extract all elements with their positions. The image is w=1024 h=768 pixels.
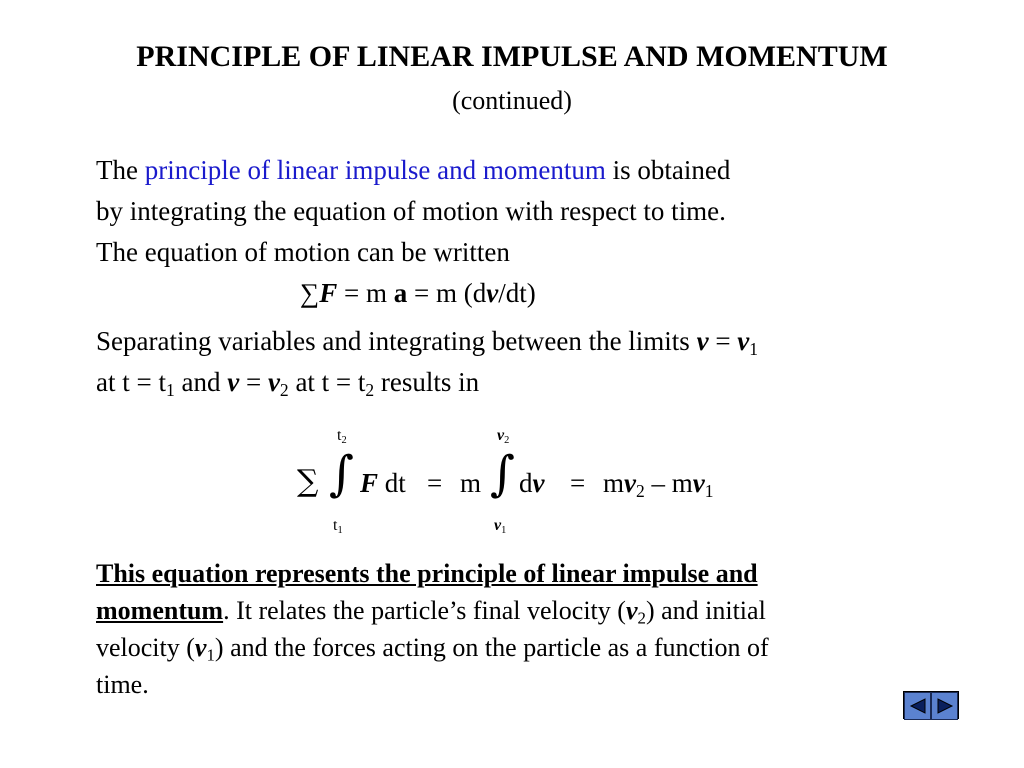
rhs-minus: – m <box>644 468 693 498</box>
highlight-term: principle of linear impulse and momentum <box>144 155 606 185</box>
conclusion-text-b: ) and initial <box>645 596 766 625</box>
v-symbol-2: v <box>227 367 240 397</box>
integral-sign-1: ∫ <box>329 446 355 502</box>
mass-symbol: m <box>460 468 482 498</box>
d-text: d <box>519 468 533 498</box>
slide-navigation <box>903 691 959 719</box>
rhs-sub2: 2 <box>636 480 645 501</box>
lower-t-sub: 1 <box>337 524 343 536</box>
v1-symbol: v <box>737 326 750 356</box>
upper-v: v <box>497 427 505 444</box>
triangle-left-icon <box>908 697 928 715</box>
dt-text: dt <box>378 468 406 498</box>
next-slide-button[interactable] <box>931 692 958 720</box>
upper-t-sub: 2 <box>341 434 347 446</box>
final-velocity-sub: 2 <box>637 608 646 628</box>
lower-limit-v1 <box>494 517 506 535</box>
separating-line-1 <box>96 326 758 357</box>
lower-t: t <box>333 517 338 534</box>
intro-text-b: is obtained <box>605 155 731 185</box>
integral-sign-2: ∫ <box>490 446 516 502</box>
rhs-v2: v <box>624 468 636 498</box>
conclusion-line-3 <box>96 629 769 666</box>
equation-of-motion <box>300 278 536 309</box>
lower-v: v <box>494 517 502 534</box>
v2-subscript: 2 <box>279 379 289 400</box>
rhs-v1: v <box>692 468 705 498</box>
conclusion-text-c: velocity ( <box>96 633 195 662</box>
rhs-m1: m <box>603 468 625 498</box>
final-velocity-symbol: v <box>625 596 638 625</box>
lower-v-sub: 1 <box>501 524 507 536</box>
eq1-text-2: = m (d <box>407 278 487 308</box>
velocity-symbol: v <box>486 278 499 308</box>
v1-subscript: 1 <box>749 338 759 359</box>
previous-slide-button[interactable] <box>904 692 931 720</box>
v2-symbol: v <box>267 367 280 397</box>
sep-eq: = <box>708 326 738 356</box>
integrand-F-dt <box>360 468 406 499</box>
v-symbol: v <box>696 326 709 356</box>
conclusion-emphasis-1: This equation represents the principle of linear impulse and <box>96 559 758 588</box>
upper-t: t <box>337 427 342 444</box>
eq1-text-1: = m <box>337 278 394 308</box>
upper-v-sub: 2 <box>504 434 510 446</box>
sep2-text-a: at t = t <box>96 367 166 397</box>
conclusion-line-4: time. <box>96 670 149 699</box>
equals-sign-1: = <box>427 468 443 498</box>
sep2-and: and <box>174 367 228 397</box>
conclusion-line-1 <box>96 555 758 592</box>
acceleration-symbol: a <box>393 278 408 308</box>
dv-v: v <box>532 468 545 498</box>
equals-sign-2: = <box>570 468 586 498</box>
slide-title: PRINCIPLE OF LINEAR IMPULSE AND MOMENTUM <box>136 40 888 73</box>
triangle-right-icon <box>935 697 955 715</box>
sep-text-a: Separating variables and integrating between the limits <box>96 326 697 356</box>
separating-line-2 <box>96 367 479 398</box>
sum-symbol-2: ∑ <box>297 464 319 499</box>
intro-line-1 <box>96 155 730 186</box>
conclusion-text-a: . It relates the particle’s final velocity ( <box>223 596 626 625</box>
sep2-text-d: results in <box>374 367 480 397</box>
conclusion-line-2 <box>96 592 766 629</box>
t1-subscript: 1 <box>165 379 175 400</box>
lower-limit-t1 <box>333 517 343 535</box>
conclusion-text-d: ) and the forces acting on the particle as a function of <box>214 633 769 662</box>
t2-subscript: 2 <box>365 379 375 400</box>
eq1-text-3: /dt) <box>498 278 536 308</box>
initial-velocity-symbol: v <box>194 633 207 662</box>
conclusion-emphasis-2: momentum <box>96 596 224 625</box>
intro-line-3: The equation of motion can be written <box>96 237 510 267</box>
rhs-sub1: 1 <box>704 480 714 501</box>
sep2-eq: = <box>239 367 268 397</box>
sep2-text-c: at t = t <box>288 367 366 397</box>
force-symbol: F <box>319 278 338 308</box>
force-symbol-2: F <box>360 468 379 498</box>
upper-limit-t2 <box>337 427 347 445</box>
intro-text-a: The <box>96 155 145 185</box>
intro-line-2: by integrating the equation of motion with respect to time. <box>96 196 726 226</box>
sum-symbol: ∑ <box>300 278 320 308</box>
slide-subtitle: (continued) <box>452 86 572 115</box>
rhs-expression <box>603 468 714 499</box>
dv-term <box>519 468 544 499</box>
initial-velocity-sub: 1 <box>206 645 215 665</box>
upper-limit-v2 <box>497 427 509 445</box>
